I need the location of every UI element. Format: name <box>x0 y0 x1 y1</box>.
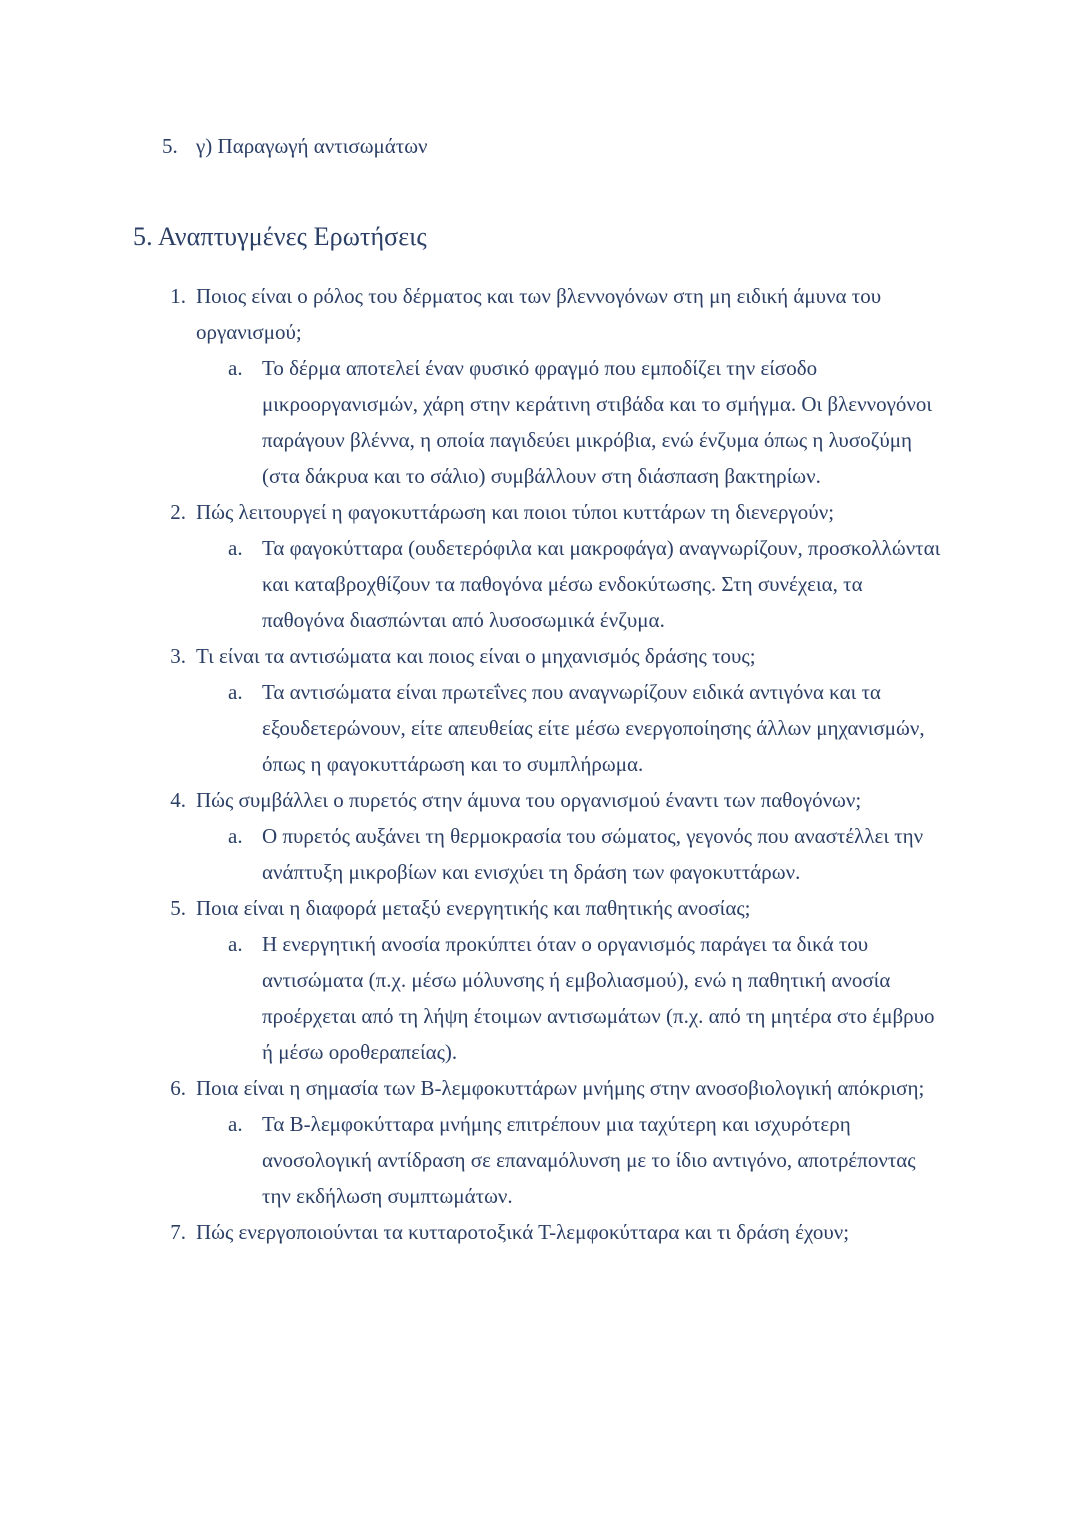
answer-item <box>228 1106 948 1214</box>
answer-item <box>228 674 948 782</box>
question-text: Πώς συμβάλλει ο πυρετός στην άμυνα του οργανισμού έναντι των παθογόνων; <box>196 788 862 812</box>
question-row <box>162 782 948 818</box>
answer-list <box>162 926 948 1070</box>
answer-text: Η ενεργητική ανοσία προκύπτει όταν ο οργανισμός παράγει τα δικά του αντισώματα (π.χ. μέσω μόλυνσης ή εμβολιασμού), ενώ η παθητική ανοσία προέρχεται από τη λήψη έτοιμων αντισωμάτων (π.χ. από τη μητέρα στο έμβρυο ή μέσω οροθεραπείας). <box>262 932 935 1064</box>
answer-list <box>162 1106 948 1214</box>
question-row <box>162 494 948 530</box>
list-item <box>162 128 952 164</box>
answer-item <box>228 530 948 638</box>
answer-list <box>162 530 948 638</box>
question-marker: 7. <box>170 1220 186 1244</box>
question-item <box>162 890 948 1070</box>
answer-text: Τα αντισώματα είναι πρωτεΐνες που αναγνωρίζουν ειδικά αντιγόνα και τα εξουδετερώνουν, είτε απευθείας είτε μέσω ενεργοποίησης άλλων μηχανισμών, όπως η φαγοκυττάρωση και το συμπλήρωμα. <box>262 680 925 776</box>
answer-text: Τα φαγοκύτταρα (ουδετερόφιλα και μακροφάγα) αναγνωρίζουν, προσκολλώνται και καταβροχθίζουν τα παθογόνα μέσω ενδοκύτωσης. Στη συνέχεια, τα παθογόνα διασπώνται από λυσοσωμικά ένζυμα. <box>262 536 941 632</box>
question-marker: 1. <box>170 284 186 308</box>
question-marker: 4. <box>170 788 186 812</box>
question-row <box>162 1214 948 1250</box>
list-item-text: γ) Παραγωγή αντισωμάτων <box>196 134 428 158</box>
section-heading: 5. Αναπτυγμένες Ερωτήσεις <box>133 222 427 251</box>
question-text: Ποια είναι η σημασία των Β-λεμφοκυττάρων μνήμης στην ανοσοβιολογική απόκριση; <box>196 1076 925 1100</box>
answer-text: Ο πυρετός αυξάνει τη θερμοκρασία του σώματος, γεγονός που αναστέλλει την ανάπτυξη μικροβίων και ενισχύει τη δράση των φαγοκυττάρων. <box>262 824 924 884</box>
question-text: Τι είναι τα αντισώματα και ποιος είναι ο μηχανισμός δράσης τους; <box>196 644 756 668</box>
answer-list <box>162 674 948 782</box>
answer-item <box>228 926 948 1070</box>
answer-marker: a. <box>228 680 243 704</box>
question-text: Πώς λειτουργεί η φαγοκυττάρωση και ποιοι τύποι κυττάρων τη διενεργούν; <box>196 500 835 524</box>
question-marker: 2. <box>170 500 186 524</box>
question-row <box>162 278 948 350</box>
question-marker: 6. <box>170 1076 186 1100</box>
answer-marker: a. <box>228 536 243 560</box>
question-item <box>162 1214 948 1250</box>
answer-text: Τα Β-λεμφοκύτταρα μνήμης επιτρέπουν μια ταχύτερη και ισχυρότερη ανοσολογική αντίδραση σε επαναμόλυνση με το ίδιο αντιγόνο, αποτρέποντας την εκδήλωση συμπτωμάτων. <box>262 1112 916 1208</box>
question-text: Πώς ενεργοποιούνται τα κυτταροτοξικά Τ-λεμφοκύτταρα και τι δράση έχουν; <box>196 1220 850 1244</box>
question-item <box>162 638 948 782</box>
list-marker: 5. <box>162 134 178 158</box>
continued-list <box>162 128 952 164</box>
answer-text: Το δέρμα αποτελεί έναν φυσικό φραγμό που εμποδίζει την είσοδο μικροοργανισμών, χάρη στην κεράτινη στιβάδα και το σμήγμα. Οι βλεννογόνοι παράγουν βλέννα, η οποία παγιδεύει μικρόβια, ενώ ένζυμα όπως η λυσοζύμη (στα δάκρυα και το σάλιο) συμβάλλουν στη διάσπαση βακτηρίων. <box>262 356 933 488</box>
answer-item <box>228 350 948 494</box>
answer-marker: a. <box>228 1112 243 1136</box>
answer-list <box>162 818 948 890</box>
answer-list <box>162 350 948 494</box>
question-item <box>162 782 948 890</box>
answer-marker: a. <box>228 356 243 380</box>
answer-item <box>228 818 948 890</box>
answer-marker: a. <box>228 824 243 848</box>
question-item <box>162 494 948 638</box>
question-list <box>162 278 948 1250</box>
answer-marker: a. <box>228 932 243 956</box>
question-row <box>162 638 948 674</box>
question-text: Ποια είναι η διαφορά μεταξύ ενεργητικής και παθητικής ανοσίας; <box>196 896 751 920</box>
question-marker: 5. <box>170 896 186 920</box>
question-item <box>162 278 948 494</box>
question-text: Ποιος είναι ο ρόλος του δέρματος και των βλεννογόνων στη μη ειδική άμυνα του οργανισμού; <box>196 284 882 344</box>
question-row <box>162 890 948 926</box>
question-row <box>162 1070 948 1106</box>
question-marker: 3. <box>170 644 186 668</box>
question-item <box>162 1070 948 1214</box>
